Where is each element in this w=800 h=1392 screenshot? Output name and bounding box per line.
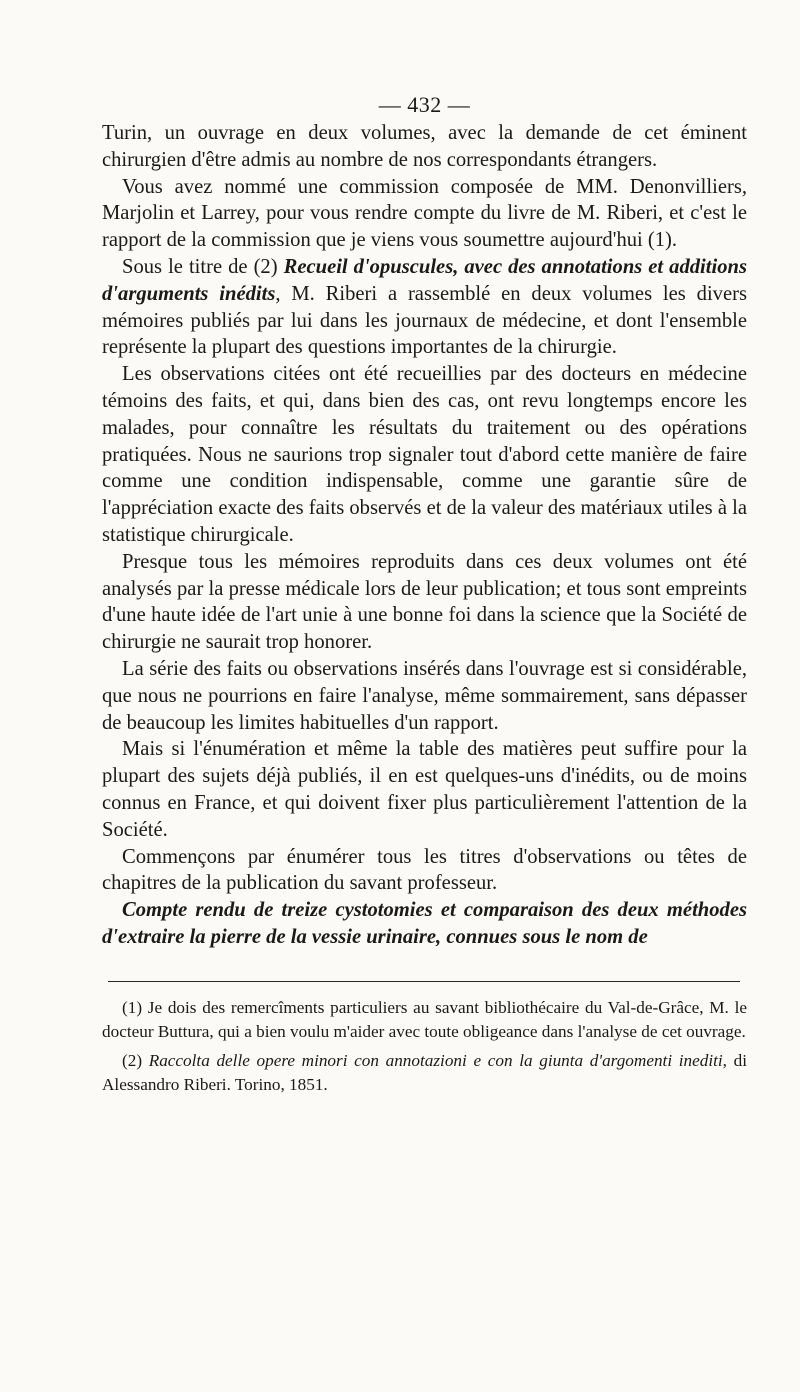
paragraph-text: Sous le titre de (2) <box>122 255 284 278</box>
paragraph <box>102 897 747 951</box>
document-page <box>102 90 747 1102</box>
footnote: (1) Je dois des remercîments particuliers au savant bibliothécaire du Val-de-Grâce, M. le docteur Buttura, qui a bien voulu m'aider avec toute obligeance dans l'analyse de cet ouvrage. <box>102 997 747 1042</box>
paragraph: Commençons par énumérer tous les titres d'observations ou têtes de chapitres de la publication du savant professeur. <box>102 845 747 895</box>
footnote-text: (2) <box>122 1050 149 1070</box>
chapter-title-italic: Compte rendu de treize cystotomies et comparaison des deux méthodes d'extraire la pierre de la vessie urinaire, connues sous le nom de <box>102 899 747 948</box>
footnote-title-italic: Raccolta delle opere minori con annotazioni e con la giunta d'argomenti inediti <box>148 1050 723 1070</box>
paragraph: La série des faits ou observations insérés dans l'ouvrage est si considérable, que nous ne pourrions en faire l'analyse, même sommairement, sans dépasser de beaucoup les limites habituelles d'un rapport. <box>102 657 747 734</box>
page-number: — 432 — <box>378 92 471 117</box>
paragraph: Presque tous les mémoires reproduits dans ces deux volumes ont été analysés par la presse médicale lors de leur publication; et tous sont empreints d'une haute idée de l'art unie à une bonne foi dans la science que la Société de chirurgie ne saurait trop honorer. <box>102 550 747 654</box>
paragraph <box>102 254 747 361</box>
paragraph: Vous avez nommé une commission composée de MM. Denonvilliers, Marjolin et Larrey, pour vous rendre compte du livre de M. Riberi, et c'est le rapport de la commission que je viens vous soumettre aujourd'hui (1). <box>102 175 747 252</box>
body-text <box>102 120 747 951</box>
footnote-divider <box>108 981 740 982</box>
footnotes <box>102 996 747 1098</box>
book-title-italic: Recueil d'opuscules, avec des annotations et additions d'arguments inédits <box>102 255 747 305</box>
paragraph: Les observations citées ont été recueillies par des docteurs en médecine témoins des faits, et qui, dans bien des cas, ont revu longtemps encore les malades, pour connaître les résultats du traitement ou des opérations pratiquées. Nous ne saurions trop signaler tout d'abord cette manière de faire comme une condition indispensable, comme une garantie sûre de l'appréciation exacte des faits observés et de la valeur des matériaux utiles à la statistique chirurgicale. <box>102 363 747 546</box>
paragraph: Mais si l'énumération et même la table des matières peut suffire pour la plupart des sujets déjà publiés, il en est quelques-uns d'inédits, ou de moins connus en France, et qui doivent fixer plus particulièrement l'attention de la Société. <box>102 738 747 841</box>
paragraph: Turin, un ouvrage en deux volumes, avec la demande de cet éminent chirurgien d'être admis au nombre de nos correspondants étrangers. <box>102 122 747 171</box>
footnote-text: , di Alessandro Riberi. Torino, 1851. <box>102 1050 747 1095</box>
paragraph-text: , M. Riberi a rassemblé en deux volumes les divers mémoires publiés par lui dans les journaux de médecine, et dont l'ensemble représente la plupart des questions importantes de la chirurgie. <box>102 282 747 359</box>
footnote <box>102 1049 747 1098</box>
